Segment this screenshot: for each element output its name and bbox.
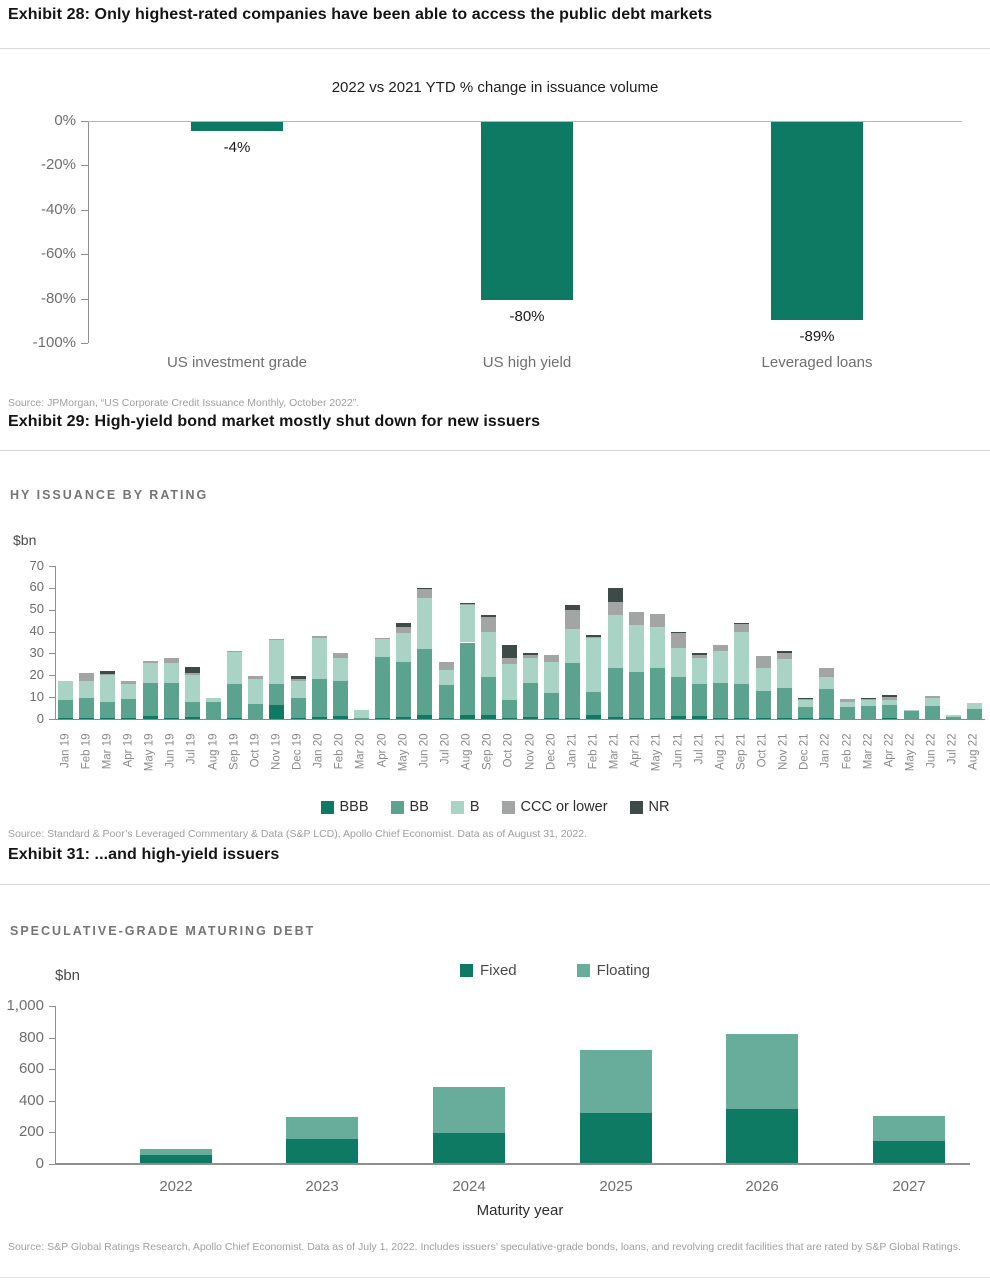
bar-segment — [629, 625, 644, 672]
y-axis-tick — [81, 121, 88, 122]
bar-segment — [586, 692, 601, 715]
bar-segment — [79, 681, 94, 698]
bar-segment — [227, 652, 242, 684]
divider — [0, 884, 990, 885]
bar-segment — [840, 699, 855, 701]
x-axis-category-label: Apr 21 — [629, 733, 642, 768]
x-axis-category-label: Jan 21 — [566, 733, 579, 769]
bar-segment — [608, 602, 623, 615]
bar-segment — [417, 649, 432, 715]
y-axis-tick — [81, 210, 88, 211]
legend-swatch — [577, 964, 590, 977]
x-axis-category-label: 2025 — [599, 1178, 633, 1195]
chart3-heading: SPECULATIVE-GRADE MATURING DEBT — [10, 924, 316, 938]
bar-segment — [544, 693, 559, 718]
bar-segment — [925, 698, 940, 706]
bar — [771, 122, 863, 320]
bar-segment — [143, 683, 158, 716]
bar-segment — [819, 668, 834, 678]
x-axis-category-label: 2023 — [305, 1178, 339, 1195]
x-axis-category-label: Nov 21 — [777, 733, 790, 770]
x-axis-category-label: US investment grade — [166, 354, 308, 371]
bar-segment — [58, 681, 73, 701]
x-axis-category-label: Dec 20 — [545, 733, 558, 770]
bar-segment — [206, 702, 221, 719]
bar-segment — [882, 700, 897, 704]
y-axis-tick-label: -100% — [32, 334, 76, 351]
bar-segment — [396, 627, 411, 632]
bar-segment — [608, 668, 623, 717]
x-axis-category-label: Oct 20 — [502, 733, 515, 768]
y-axis-tick-label: 70 — [29, 557, 44, 573]
x-axis-category-label: May 21 — [650, 733, 663, 772]
bar-segment — [967, 703, 982, 710]
bar — [481, 122, 573, 300]
bar-segment — [692, 653, 707, 654]
x-axis-category-label: Jun 21 — [672, 733, 685, 769]
bar-segment — [439, 685, 454, 718]
bar-segment — [333, 653, 348, 657]
x-axis-category-label: May 22 — [904, 733, 917, 772]
bar-segment — [164, 663, 179, 683]
bar-segment — [375, 657, 390, 718]
bar-segment — [586, 638, 601, 692]
bar-segment — [544, 662, 559, 693]
bar-segment — [312, 679, 327, 717]
bar-segment — [580, 1113, 652, 1164]
bar-segment — [291, 676, 306, 678]
bar-segment — [777, 653, 792, 658]
divider — [0, 450, 990, 451]
x-axis-category-label: Feb 20 — [333, 733, 346, 770]
x-axis-category-label: 2022 — [159, 1178, 193, 1195]
y-axis-tick-label: 800 — [18, 1028, 44, 1046]
bar-segment — [375, 639, 390, 656]
bar-segment — [248, 679, 263, 704]
bar-segment — [798, 699, 813, 700]
bar-segment — [798, 700, 813, 707]
bar-segment — [185, 702, 200, 717]
x-axis-category-label: Jun 20 — [418, 733, 431, 769]
bar-segment — [417, 588, 432, 589]
bar-segment — [523, 683, 538, 717]
x-axis-category-label: Jul 22 — [946, 733, 959, 765]
bar-segment — [777, 651, 792, 653]
bar-segment — [433, 1133, 505, 1164]
exhibit-28-chart — [0, 112, 990, 381]
bar-segment — [946, 715, 961, 717]
bar-segment — [734, 684, 749, 718]
chart2-heading: HY ISSUANCE BY RATING — [10, 488, 209, 502]
bar-segment — [164, 658, 179, 663]
y-axis-tick-label: -20% — [40, 156, 76, 174]
bar-segment — [121, 699, 136, 718]
x-axis-category-label: Feb 21 — [587, 733, 600, 770]
bar-segment — [565, 629, 580, 663]
bar-segment — [671, 677, 686, 715]
bar-segment — [608, 615, 623, 667]
bar-segment — [523, 658, 538, 683]
legend-label: Fixed — [479, 961, 517, 979]
bar-segment — [481, 617, 496, 631]
y-axis-tick-label: -80% — [40, 289, 76, 307]
y-axis-tick-label: -60% — [40, 245, 76, 263]
bar-segment — [143, 661, 158, 663]
x-axis-category-label: Apr 22 — [883, 733, 896, 768]
bar-segment — [692, 684, 707, 716]
y-axis-line — [55, 566, 56, 719]
chart2-legend — [0, 797, 990, 817]
bar-segment — [580, 1050, 652, 1113]
x-axis-category-label: Nov 20 — [524, 733, 537, 770]
chart1-source: Source: JPMorgan, “US Corporate Credit Issuance Monthly, October 2022”. — [8, 397, 360, 409]
exhibit-31-chart — [0, 997, 990, 1206]
bar-segment — [286, 1117, 358, 1139]
x-axis-category-label: Dec 19 — [291, 733, 304, 770]
bar-segment — [671, 633, 686, 648]
bar-segment — [269, 639, 284, 640]
legend-label: BBB — [339, 799, 369, 815]
bar-segment — [756, 668, 771, 691]
bar-segment — [756, 691, 771, 718]
bar-segment — [544, 655, 559, 663]
bar-segment — [734, 632, 749, 684]
x-axis-line — [55, 1163, 970, 1165]
x-axis-category-label: Jun 22 — [925, 733, 938, 769]
bar-segment — [269, 640, 284, 684]
bar-segment — [312, 636, 327, 638]
bar-segment — [185, 667, 200, 674]
bar-segment — [629, 672, 644, 718]
bar-segment — [650, 668, 665, 718]
bar-segment — [502, 645, 517, 658]
bar-segment — [227, 651, 242, 652]
legend-label: Floating — [596, 961, 651, 979]
y-axis-tick-label: 10 — [29, 688, 44, 704]
bar-segment — [375, 638, 390, 639]
bar-segment — [777, 688, 792, 718]
legend-swatch — [630, 801, 643, 814]
legend-swatch — [502, 801, 515, 814]
bar-segment — [143, 663, 158, 683]
bar-segment — [840, 707, 855, 719]
bar-segment — [121, 684, 136, 699]
bar-segment — [417, 589, 432, 598]
legend-label: NR — [648, 799, 670, 815]
exhibit-31-title: Exhibit 31: ...and high-yield issuers — [8, 846, 280, 863]
x-axis-category-label: Feb 19 — [80, 733, 93, 770]
x-axis-category-label: Apr 19 — [122, 733, 135, 768]
legend-item — [391, 799, 429, 815]
bar-segment — [967, 709, 982, 719]
bar-segment — [433, 1087, 505, 1134]
bar-segment — [248, 704, 263, 719]
bar-segment — [460, 603, 475, 604]
x-axis-category-label: Jan 20 — [312, 733, 325, 769]
bar-segment — [861, 699, 876, 700]
bar-segment — [861, 698, 876, 699]
bar-segment — [460, 604, 475, 605]
y-axis-tick-label: 400 — [18, 1091, 44, 1109]
bar-value-label: -89% — [799, 327, 835, 345]
legend-swatch — [460, 964, 473, 977]
bar-segment — [100, 675, 115, 701]
y-axis-tick-label: 0 — [35, 1155, 44, 1172]
bar-segment — [650, 627, 665, 667]
y-axis-line — [88, 121, 89, 343]
bar-segment — [925, 706, 940, 719]
bar-segment — [925, 696, 940, 698]
bar-segment — [586, 637, 601, 638]
bar-segment — [713, 645, 728, 652]
chart1-title: 2022 vs 2021 YTD % change in issuance volume — [331, 79, 659, 96]
bar-segment — [565, 605, 580, 609]
y-axis-tick — [81, 165, 88, 166]
y-axis-tick — [81, 299, 88, 300]
bar-segment — [481, 677, 496, 714]
bar-segment — [248, 676, 263, 678]
x-axis-category-label: Oct 21 — [756, 733, 769, 768]
bar-segment — [502, 700, 517, 717]
legend-item — [321, 799, 369, 815]
x-axis-line — [55, 719, 985, 720]
bar-segment — [312, 638, 327, 678]
bar-segment — [861, 700, 876, 705]
x-axis-category-label: May 19 — [143, 733, 156, 772]
chart3-source: Source: S&P Global Ratings Research, Apollo Chief Economist. Data as of July 1, 2022. Includes issuers’ speculative-grade bonds, loans, and revolving credit facilities that are rated by S&P Global Ratings. — [8, 1241, 961, 1253]
x-axis-category-label: May 20 — [397, 733, 410, 772]
x-axis-category-label: Jul 21 — [693, 733, 706, 765]
bar-segment — [291, 681, 306, 698]
chart3-legend — [120, 960, 990, 980]
x-axis-category-label: Aug 20 — [460, 733, 473, 770]
y-axis-tick-label: 0% — [54, 112, 76, 129]
legend-item — [502, 799, 608, 815]
chart3-xaxis-title: Maturity year — [476, 1202, 564, 1219]
bar-segment — [798, 698, 813, 699]
bar-segment — [726, 1109, 798, 1164]
bar-segment — [439, 662, 454, 670]
x-axis-category-label: 2024 — [452, 1178, 486, 1195]
bar-segment — [291, 698, 306, 718]
bar-segment — [734, 624, 749, 632]
x-axis-category-label: Mar 22 — [862, 733, 875, 770]
bar-segment — [882, 695, 897, 697]
y-axis-tick — [81, 254, 88, 255]
bar-segment — [269, 684, 284, 705]
legend-swatch — [321, 801, 334, 814]
bar-segment — [565, 610, 580, 630]
x-axis-category-label: Jul 19 — [185, 733, 198, 765]
legend-label: BB — [409, 799, 429, 815]
bar-value-label: -4% — [223, 138, 251, 156]
exhibit-29-chart — [0, 557, 990, 796]
y-axis-tick-label: 30 — [29, 644, 44, 660]
bar-segment — [873, 1141, 945, 1164]
y-axis-tick-label: 1,000 — [6, 997, 44, 1014]
x-axis-category-label: Jul 20 — [439, 733, 452, 765]
bar-segment — [586, 635, 601, 637]
x-axis-category-label: Dec 21 — [798, 733, 811, 770]
bar-segment — [185, 673, 200, 675]
x-axis-category-label: Jan 22 — [819, 733, 832, 769]
bar-segment — [861, 706, 876, 719]
bar-segment — [164, 683, 179, 718]
bar-segment — [713, 651, 728, 683]
x-axis-category-label: US high yield — [482, 354, 572, 371]
bar-segment — [439, 670, 454, 685]
bar-segment — [904, 711, 919, 719]
y-axis-tick-label: 0 — [36, 710, 44, 726]
bar-segment — [460, 643, 475, 715]
x-axis-category-label: Aug 21 — [714, 733, 727, 770]
bar-segment — [460, 605, 475, 642]
y-axis-tick-label: 50 — [29, 601, 44, 617]
x-axis-category-label: Sep 20 — [481, 733, 494, 770]
y-axis-tick — [81, 343, 88, 344]
bar-segment — [396, 623, 411, 627]
x-axis-category-label: Mar 21 — [608, 733, 621, 770]
bar-segment — [291, 679, 306, 681]
bar-segment — [671, 648, 686, 678]
bar-segment — [100, 671, 115, 674]
x-axis-category-label: 2026 — [745, 1178, 779, 1195]
bar-segment — [819, 689, 834, 717]
exhibit-29-title: Exhibit 29: High-yield bond market mostly shut down for new issuers — [8, 413, 541, 430]
chart3-unit-label: $bn — [55, 967, 81, 984]
x-axis-category-label: Aug 19 — [207, 733, 220, 770]
bar-segment — [650, 614, 665, 627]
chart2-source: Source: Standard & Poor’s Leveraged Commentary & Data (S&P LCD), Apollo Chief Economist. Data as of August 31, 2022. — [8, 828, 587, 840]
x-axis-category-label: Sep 19 — [228, 733, 241, 770]
bar — [191, 122, 283, 131]
bar-segment — [608, 588, 623, 602]
bar-segment — [481, 615, 496, 617]
legend-item — [451, 799, 480, 815]
bar-segment — [79, 673, 94, 681]
bar-segment — [734, 623, 749, 624]
bar-segment — [756, 656, 771, 668]
bar-segment — [819, 677, 834, 689]
y-axis-tick-label: 60 — [29, 579, 44, 595]
bar-segment — [286, 1139, 358, 1164]
x-axis-category-label: Sep 21 — [735, 733, 748, 770]
x-axis-category-label: Feb 22 — [841, 733, 854, 770]
x-axis-category-label: Jun 19 — [164, 733, 177, 769]
legend-label: CCC or lower — [520, 799, 608, 815]
bar-segment — [481, 632, 496, 678]
bar-segment — [121, 681, 136, 684]
y-axis-tick-label: 40 — [29, 623, 44, 639]
x-axis-category-label: Leveraged loans — [761, 354, 873, 371]
legend-swatch — [451, 801, 464, 814]
bar-segment — [100, 674, 115, 675]
legend-item — [460, 962, 517, 979]
bar-segment — [713, 683, 728, 718]
bar-segment — [904, 710, 919, 711]
bar-segment — [873, 1116, 945, 1141]
bar-segment — [671, 632, 686, 633]
y-axis-tick-label: 200 — [18, 1123, 44, 1141]
bar-segment — [333, 681, 348, 716]
x-axis-category-label: Oct 19 — [249, 733, 262, 768]
x-axis-category-label: 2027 — [892, 1178, 926, 1195]
bar-segment — [185, 675, 200, 701]
bar-segment — [798, 707, 813, 718]
x-axis-category-label: Aug 22 — [967, 733, 980, 770]
bar-segment — [502, 664, 517, 700]
y-axis-line — [55, 1006, 56, 1164]
bar-segment — [227, 684, 242, 718]
legend-swatch — [391, 801, 404, 814]
exhibit-28-title: Exhibit 28: Only highest-rated companies have been able to access the public debt markets — [8, 6, 713, 23]
bar-segment — [396, 662, 411, 717]
bar-value-label: -80% — [509, 307, 545, 325]
x-axis-category-label: Apr 20 — [376, 733, 389, 768]
y-axis-tick-label: 20 — [29, 666, 44, 682]
bar-segment — [269, 705, 284, 719]
bar-segment — [726, 1034, 798, 1109]
y-axis-tick-label: 600 — [18, 1060, 44, 1078]
bar-segment — [777, 659, 792, 689]
divider — [0, 48, 990, 49]
x-axis-category-label: Nov 19 — [270, 733, 283, 770]
bar-segment — [396, 633, 411, 663]
legend-label: B — [469, 799, 480, 815]
bar-segment — [58, 700, 73, 717]
page-bottom-border — [0, 1277, 990, 1278]
bar-segment — [417, 598, 432, 649]
legend-item — [577, 962, 650, 979]
bar-segment — [692, 655, 707, 658]
legend-item — [630, 799, 670, 815]
bar-segment — [523, 653, 538, 654]
bar-segment — [140, 1149, 212, 1155]
bar-segment — [100, 702, 115, 718]
chart2-unit-label: $bn — [13, 532, 37, 548]
bar-segment — [882, 697, 897, 700]
y-axis-tick-label: -40% — [40, 200, 76, 218]
bar-segment — [354, 710, 369, 718]
bar-segment — [692, 658, 707, 684]
x-axis-category-label: Mar 19 — [101, 733, 114, 770]
bar-segment — [523, 655, 538, 658]
bar-segment — [333, 658, 348, 681]
x-axis-category-label: Mar 20 — [354, 733, 367, 770]
bar-segment — [629, 612, 644, 625]
x-axis-category-label: Jan 19 — [59, 733, 72, 769]
bar-segment — [565, 663, 580, 718]
bar-segment — [882, 705, 897, 718]
bar-segment — [840, 702, 855, 707]
bar-segment — [206, 698, 221, 701]
bar-segment — [502, 658, 517, 665]
bar-segment — [79, 698, 94, 718]
